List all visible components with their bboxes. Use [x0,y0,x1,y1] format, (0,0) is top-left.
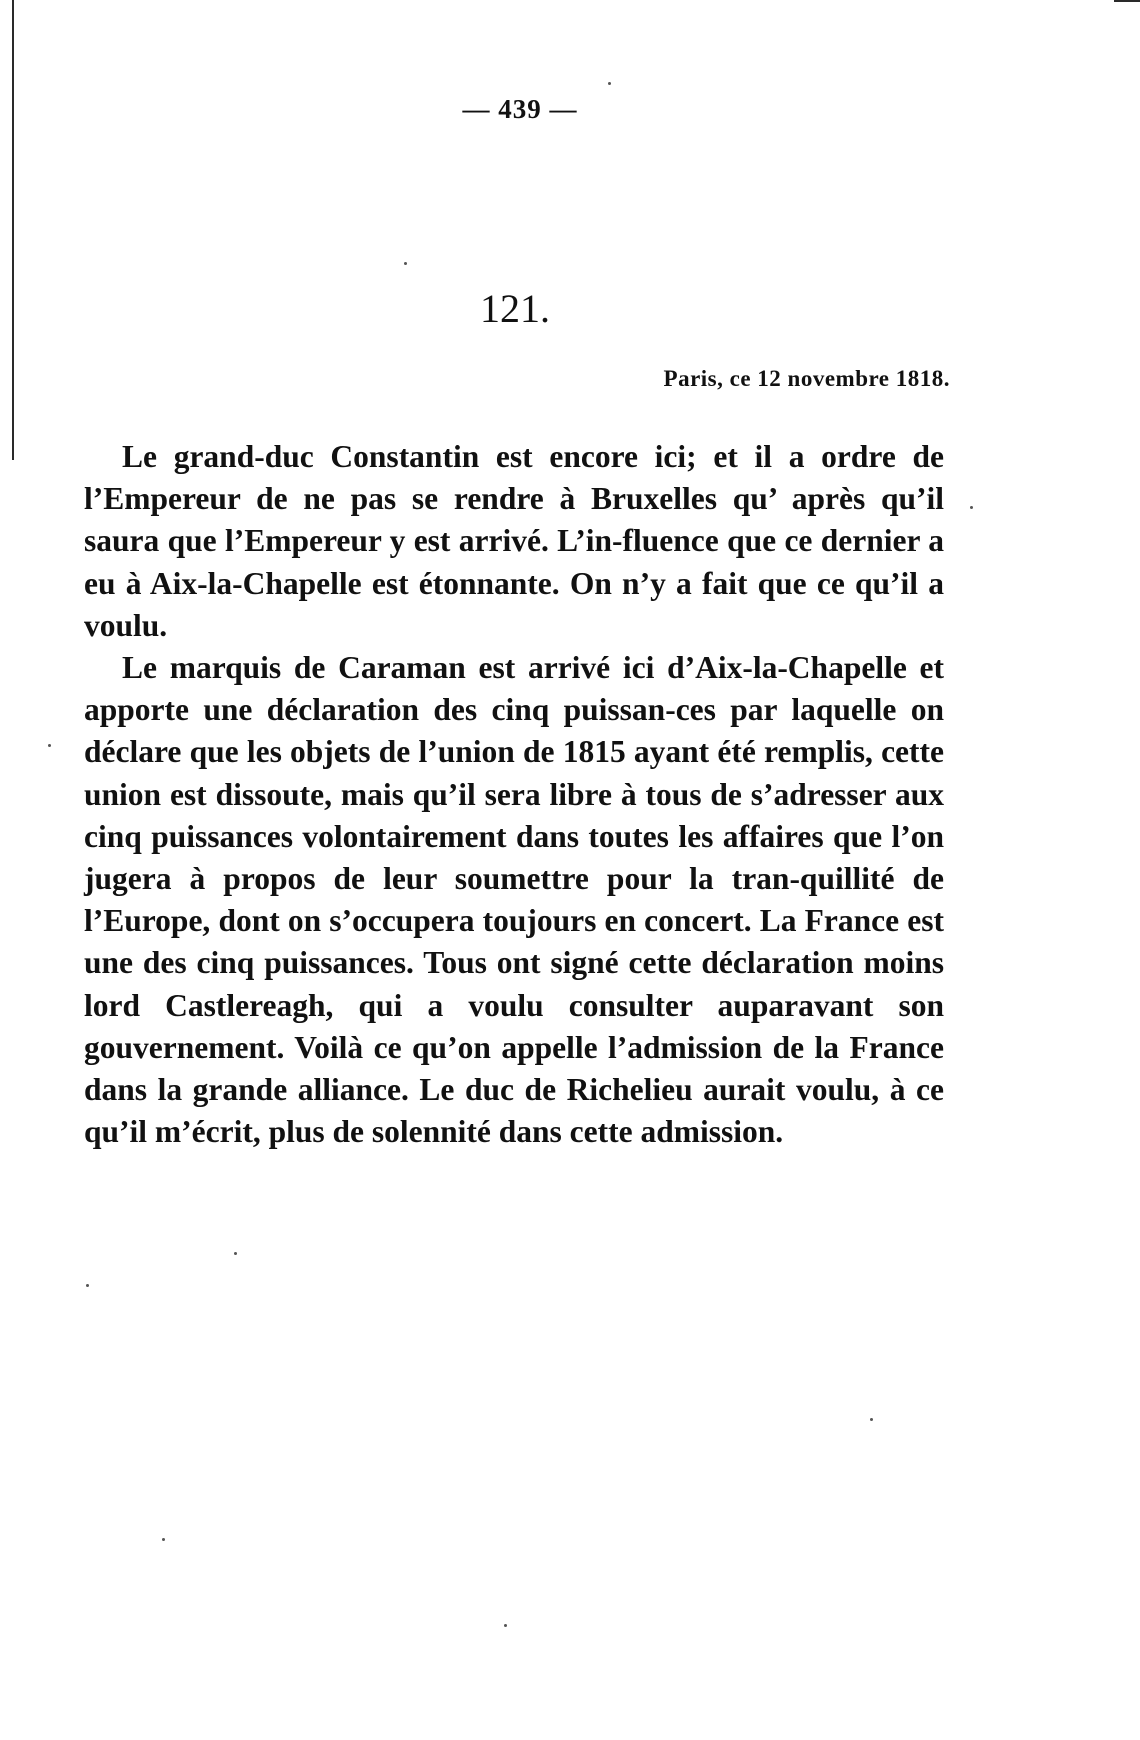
page-corner-rule [1114,0,1140,2]
paragraph-2: Le marquis de Caraman est arrivé ici d’Aix-la-Chapelle et apporte une déclaration des cinq puissan-ces par laquelle on déclare que les objets de l’union de 1815 ayant été remplis, cette union est dissoute, mais qu’il sera libre à tous de s’adresser aux cinq puissances volontairement dans toutes les affaires que l’on jugera à propos de leur soumettre pour la tran-quillité de l’Europe, dont on s’occupera toujours en concert. La France est une des cinq puissances. Tous ont signé cette déclaration moins lord Castlereagh, qui a voulu consulter auparavant son gouvernement. Voilà ce qu’on appelle l’admission de la France dans la grande alliance. Le duc de Richelieu aurait voulu, à ce qu’il m’écrit, plus de solennité dans cette admission. [84,650,944,1150]
print-speck [48,744,51,747]
print-speck [970,506,973,509]
print-speck [404,262,407,265]
letter-body [84,436,944,1153]
print-speck [504,1624,507,1627]
print-speck [870,1418,873,1421]
paragraph-1: Le grand-duc Constantin est encore ici; et il a ordre de l’Empereur de ne pas se rendre à Bruxelles qu’ après qu’il saura que l’Empereur y est arrivé. L’in-fluence que ce dernier a eu à Aix-la-Chapelle est étonnante. On n’y a fait que ce qu’il a voulu. [84,439,944,643]
print-speck [234,1252,237,1255]
print-speck [608,82,611,85]
dateline: Paris, ce 12 novembre 1818. [663,366,950,391]
print-speck [162,1538,165,1541]
page-number: — 439 — [462,94,578,124]
letter-number: 121. [480,286,550,331]
print-speck [86,1284,89,1287]
page-edge-rule [12,0,14,460]
